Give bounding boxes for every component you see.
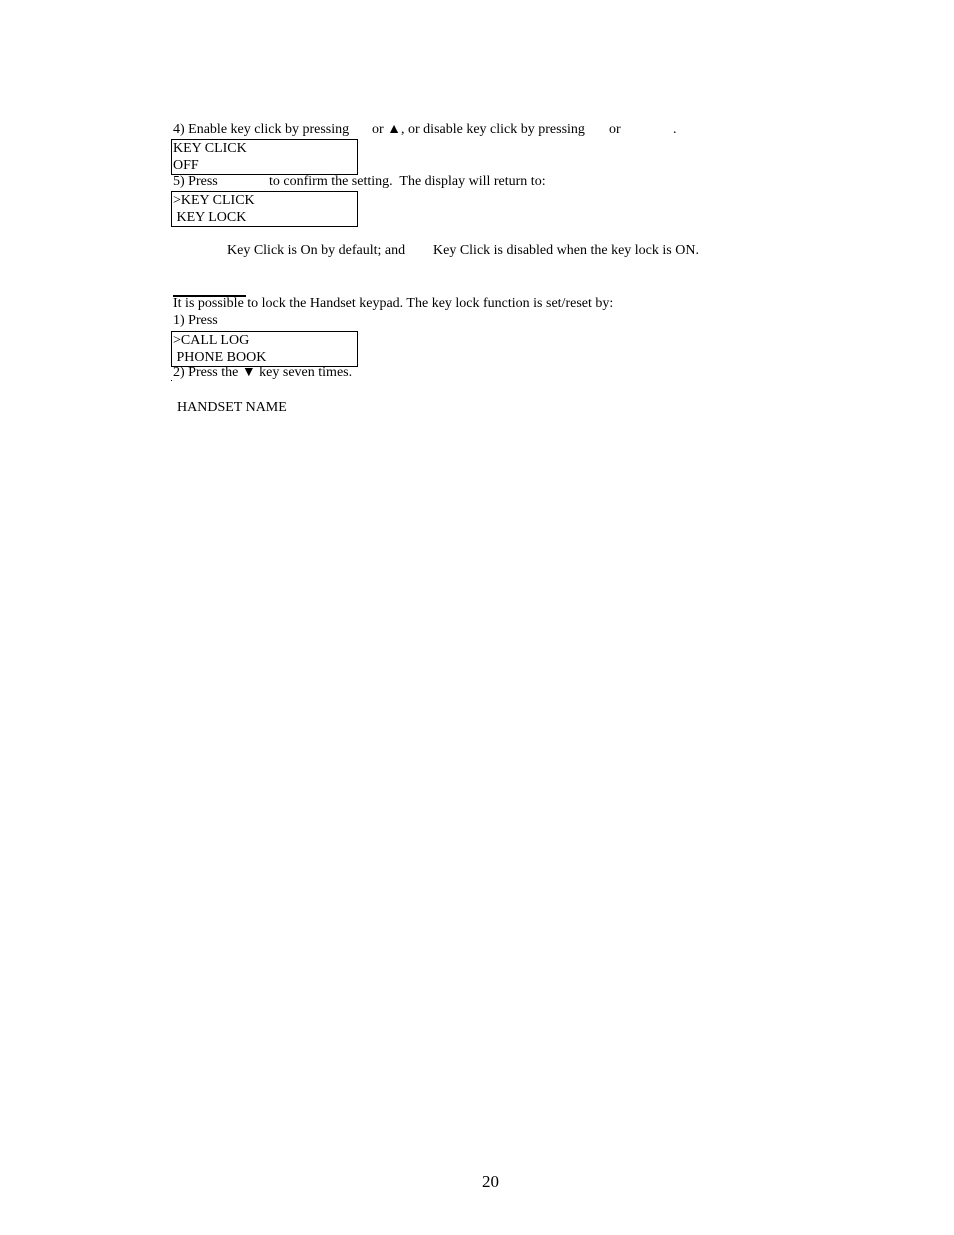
lcd-line-1: >KEY CLICK	[173, 193, 255, 208]
lcd-line-1: KEY CLICK	[173, 141, 247, 156]
lcd-line-2: KEY LOCK	[173, 210, 247, 225]
step4-text-d: .	[673, 122, 677, 137]
step4-text-a: 4) Enable key click by pressing	[173, 122, 350, 137]
note-text-a: Key Click is On by default; and	[227, 243, 406, 258]
step2-text: 2) Press the ▼ key seven times.	[173, 365, 353, 380]
key-lock-intro: It is possible to lock the Handset keypad. The key lock function is set/reset by:	[173, 296, 614, 311]
lcd-line-2: PHONE BOOK	[173, 350, 267, 365]
step5-text-a: 5) Press	[173, 174, 218, 189]
step4-text-c: or	[609, 122, 621, 137]
lcd-line-2: OFF	[173, 158, 199, 173]
step4-text-b: or ▲, or disable key click by pressing	[372, 122, 585, 137]
note-text-b: Key Click is disabled when the key lock is ON.	[433, 243, 699, 258]
page-number: 20	[482, 1172, 499, 1191]
handset-name-text: HANDSET NAME	[177, 400, 287, 415]
lcd-line-1: >CALL LOG	[173, 333, 250, 348]
lcd-display-key-click-menu	[171, 191, 358, 227]
lcd-display-key-click-off	[171, 139, 358, 175]
step1-text: 1) Press	[173, 313, 218, 328]
lcd-display-call-log-menu	[171, 331, 358, 367]
stray-mark	[171, 380, 172, 381]
step5-text-b: to confirm the setting. The display will return to:	[269, 174, 546, 189]
